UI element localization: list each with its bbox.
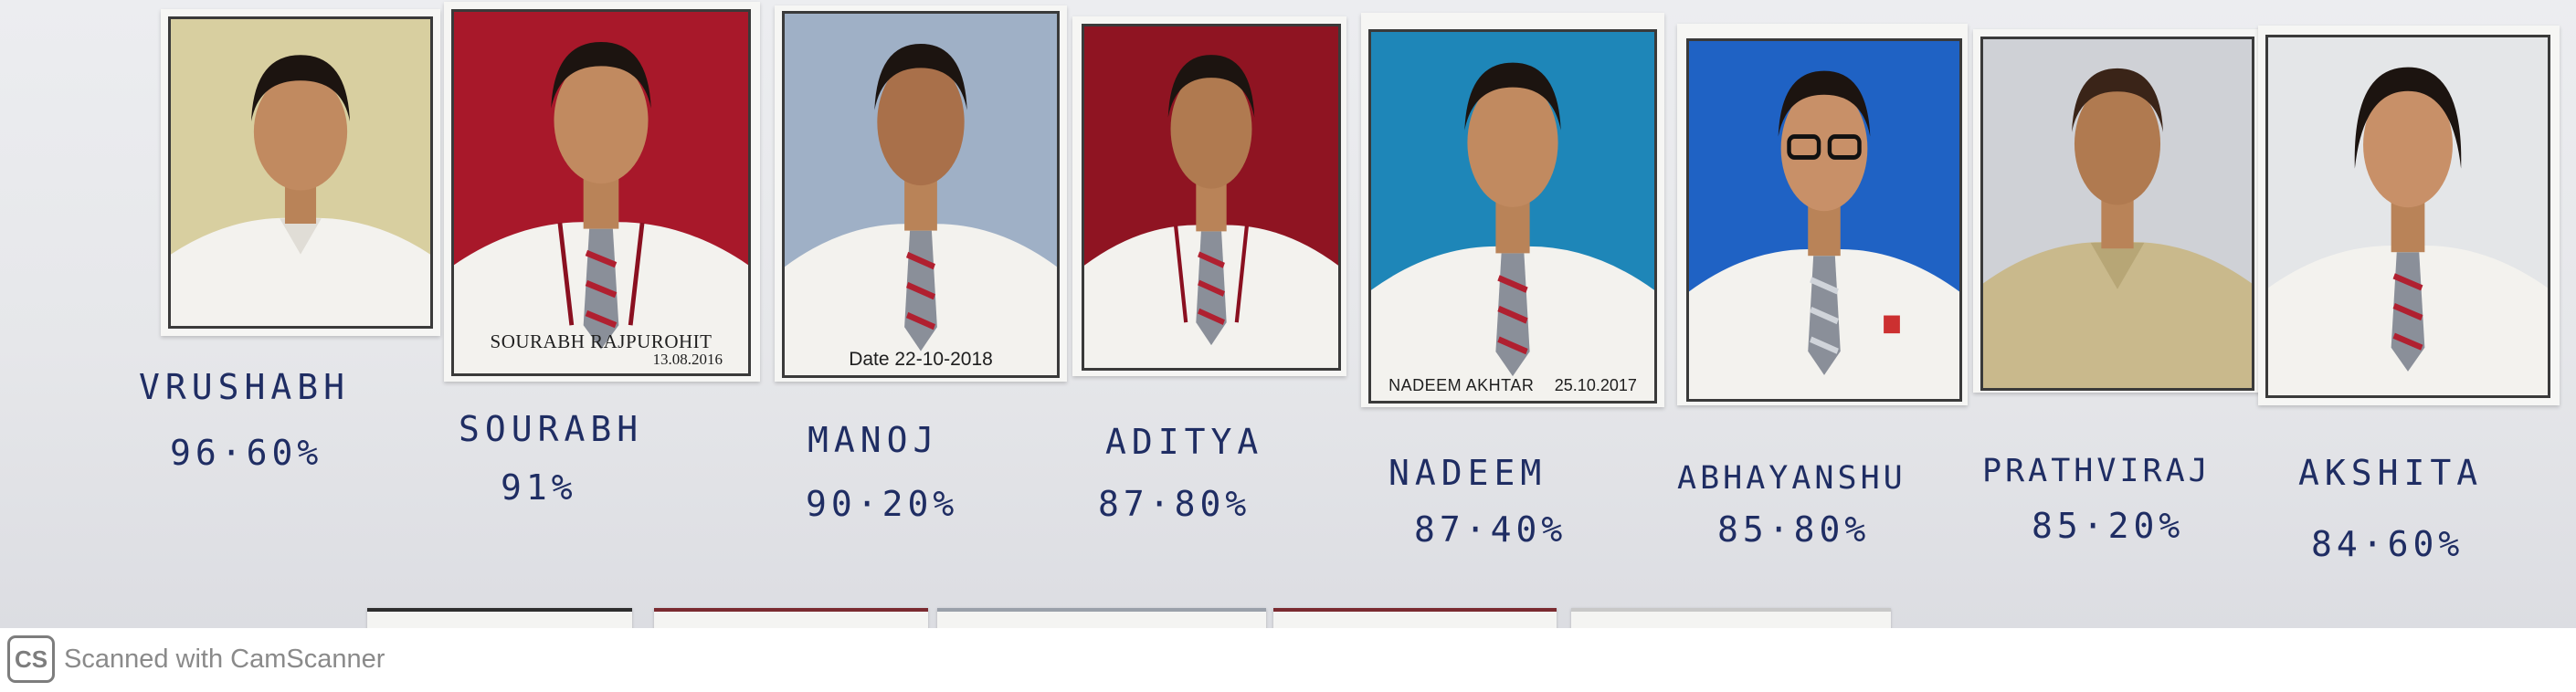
student-name: AKSHITA	[2298, 453, 2484, 493]
photo-card	[1072, 16, 1346, 376]
next-row-photo	[367, 608, 632, 628]
student-percentage: 84·60%	[2311, 524, 2465, 564]
next-row-photo	[1273, 608, 1557, 628]
student-percentage: 87·80%	[1098, 484, 1251, 524]
photo-card	[1973, 29, 2262, 393]
student-photo	[451, 9, 751, 376]
student-name: ABHAYANSHU	[1677, 460, 1906, 497]
photo-card	[775, 5, 1067, 382]
photo-card	[1677, 24, 1968, 405]
photo-card	[444, 2, 760, 382]
photo-caption-date: 25.10.2017	[1554, 376, 1637, 395]
photo-caption	[1371, 377, 1654, 395]
student-photo	[1686, 38, 1962, 402]
student-photo	[2265, 35, 2550, 398]
student-percentage: 87·40%	[1414, 509, 1568, 550]
student-name: MANOJ	[808, 420, 940, 460]
next-row-photo	[654, 608, 928, 628]
camscanner-logo: CS	[7, 635, 55, 683]
next-row-photo	[937, 608, 1266, 628]
camscanner-watermark: Scanned with CamScanner	[64, 645, 385, 674]
scanner-footer	[0, 628, 2576, 692]
student-name: VRUSHABH	[139, 367, 351, 407]
student-percentage: 90·20%	[806, 484, 959, 524]
student-name: NADEEM	[1388, 453, 1547, 493]
student-percentage: 96·60%	[170, 433, 323, 473]
student-photo	[1082, 24, 1341, 371]
student-photo	[168, 16, 433, 329]
student-percentage: 85·20%	[2032, 506, 2185, 546]
photo-card	[1361, 13, 1664, 407]
photo-caption-name: NADEEM AKHTAR	[1388, 376, 1535, 395]
student-photo	[1368, 29, 1657, 404]
student-percentage: 85·80%	[1717, 509, 1871, 550]
student-name: PRATHVIRAJ	[1982, 453, 2212, 489]
student-name: ADITYA	[1105, 422, 1264, 462]
photo-card	[2258, 26, 2560, 405]
student-photo	[782, 11, 1060, 378]
student-photo	[1980, 37, 2254, 391]
photo-caption	[454, 331, 748, 368]
photo-caption-date: 13.08.2016	[652, 351, 723, 369]
photo-caption-name: SOURABH RAJPUROHIT	[490, 330, 713, 353]
student-name: SOURABH	[459, 409, 644, 449]
next-row-photo	[1571, 608, 1891, 628]
photo-card	[161, 9, 440, 336]
student-percentage: 91%	[501, 467, 577, 508]
photo-caption-date: Date 22-10-2018	[849, 348, 993, 370]
